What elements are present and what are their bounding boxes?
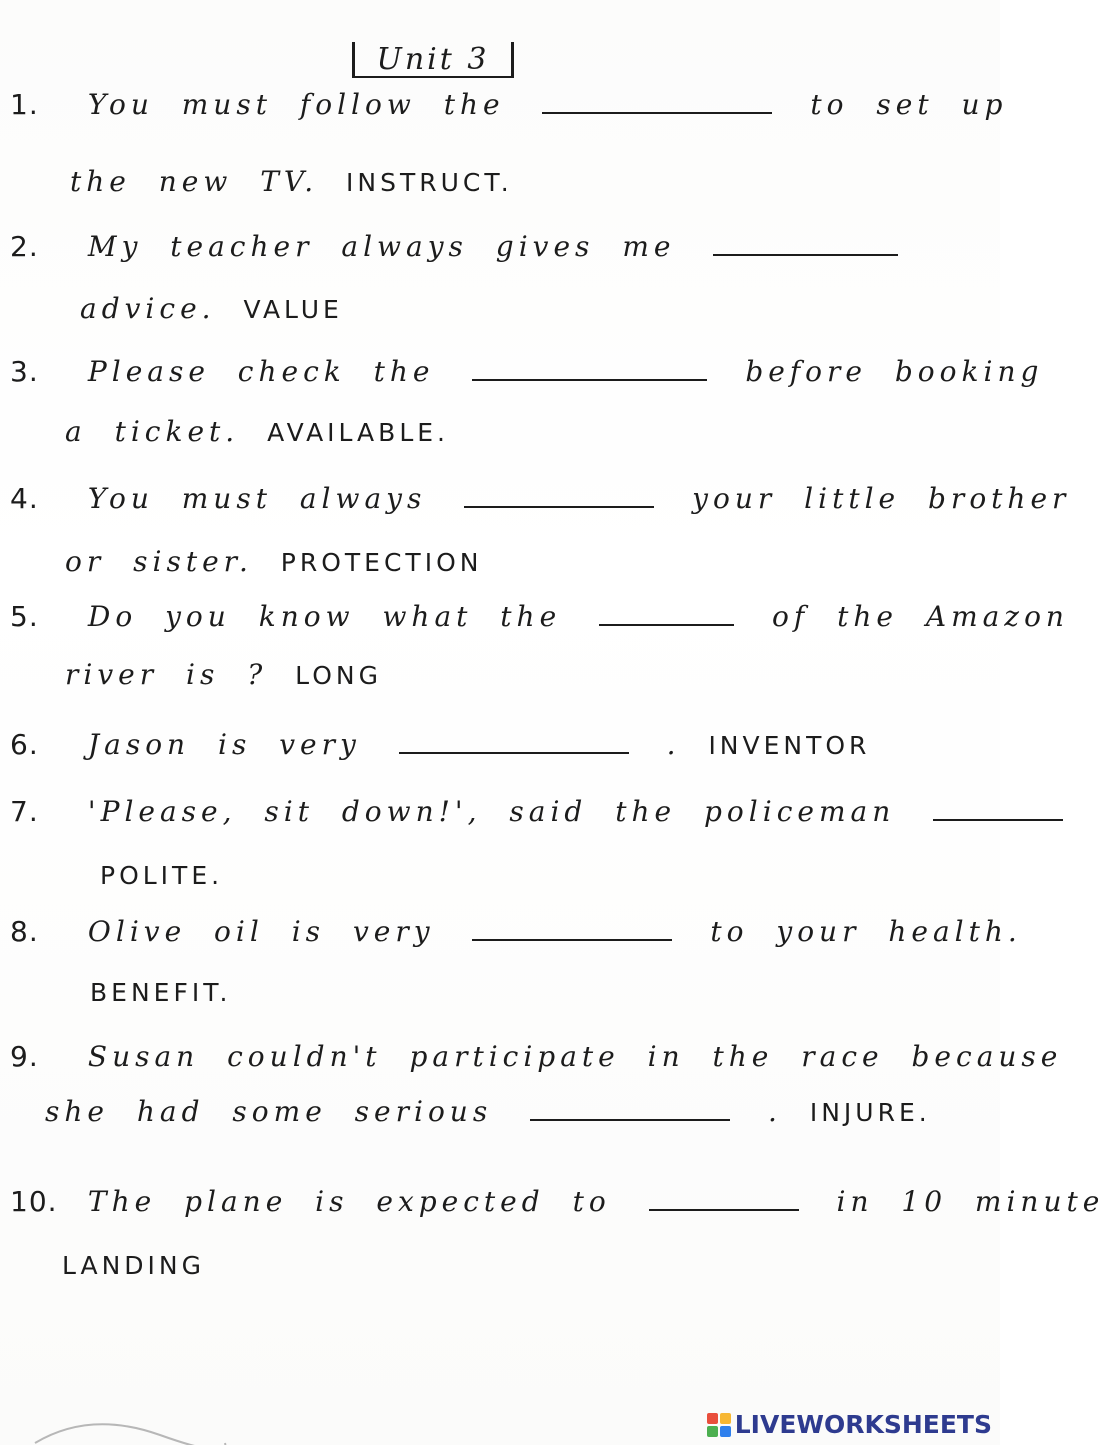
question-number: 4. [10, 482, 39, 515]
word-prompt: LANDING [62, 1251, 206, 1280]
question-number: 2. [10, 230, 39, 263]
question-1-line-2 [70, 165, 513, 198]
logo-tile [707, 1426, 718, 1437]
question-text: Susan couldn't participate in the race because [87, 1040, 1063, 1073]
question-text: in 10 minute [836, 1185, 1104, 1218]
word-prompt: INVENTOR [708, 731, 871, 760]
question-3 [10, 355, 1044, 388]
title-frame [352, 42, 514, 78]
question-8 [10, 915, 1022, 948]
question-text: river is ? [65, 658, 268, 691]
question-text: Jason is very [87, 728, 361, 761]
question-9 [10, 1040, 1063, 1073]
question-7 [10, 795, 995, 828]
answer-blank-5[interactable] [599, 606, 734, 626]
page-title: Unit 3 [376, 42, 490, 77]
question-number: 10. [10, 1185, 58, 1218]
question-7-line-2 [100, 858, 223, 891]
question-text: your little brother [692, 482, 1071, 515]
question-text: of the Amazon [771, 600, 1069, 633]
question-text: My teacher always gives me [87, 230, 676, 263]
word-prompt: BENEFIT. [90, 978, 232, 1007]
question-9-line-2 [45, 1095, 931, 1128]
question-text: Please check the [87, 355, 435, 388]
question-text: . [666, 728, 681, 761]
question-2-line-2 [80, 292, 343, 325]
question-2 [10, 230, 995, 263]
question-4 [10, 482, 1071, 515]
logo-tile [720, 1413, 731, 1424]
answer-blank-2[interactable] [713, 236, 898, 256]
question-text: Do you know what the [87, 600, 562, 633]
word-prompt: PROTECTION [280, 548, 483, 577]
question-10-line-2 [62, 1248, 205, 1281]
answer-blank-4[interactable] [464, 488, 654, 508]
logo-tile [707, 1413, 718, 1424]
question-number: 1. [10, 88, 39, 121]
question-text: The plane is expected to [87, 1185, 611, 1218]
question-5 [10, 600, 1069, 633]
question-text: Olive oil is very [87, 915, 435, 948]
question-number: 5. [10, 600, 39, 633]
answer-blank-10[interactable] [649, 1191, 799, 1211]
logo-tile [720, 1426, 731, 1437]
question-number: 7. [10, 795, 39, 828]
question-4-line-2 [65, 545, 482, 578]
question-10 [10, 1185, 1104, 1218]
paper-edge-mark [30, 1405, 230, 1445]
word-prompt: INJURE. [809, 1098, 931, 1127]
answer-blank-3[interactable] [472, 361, 707, 381]
question-number: 8. [10, 915, 39, 948]
question-5-line-2 [65, 658, 382, 691]
word-prompt: AVAILABLE. [267, 418, 449, 447]
question-text: she had some serious [45, 1095, 493, 1128]
liveworksheets-logo [707, 1410, 992, 1439]
word-prompt: INSTRUCT. [346, 168, 513, 197]
answer-blank-1[interactable] [542, 94, 772, 114]
question-number: 3. [10, 355, 39, 388]
question-text: You must always [87, 482, 427, 515]
question-1 [10, 88, 1008, 121]
question-text: 'Please, sit down!', said the policeman [87, 795, 896, 828]
answer-blank-9[interactable] [530, 1101, 730, 1121]
question-text: before booking [745, 355, 1044, 388]
question-text: the new TV. [70, 165, 319, 198]
question-text: or sister. [65, 545, 253, 578]
watermark-text: LIVEWORKSHEETS [734, 1410, 992, 1439]
question-number: 9. [10, 1040, 39, 1073]
word-prompt: LONG [295, 661, 382, 690]
question-number: 6. [10, 728, 39, 761]
question-text: to your health. [710, 915, 1022, 948]
word-prompt: POLITE. [100, 861, 224, 890]
word-prompt: VALUE [243, 295, 343, 324]
answer-blank-8[interactable] [472, 921, 672, 941]
question-text: advice. [80, 292, 216, 325]
liveworksheets-logo-icon [707, 1413, 731, 1437]
question-8-line-2 [90, 975, 231, 1008]
answer-blank-7[interactable] [933, 801, 1063, 821]
question-3-line-2 [65, 415, 449, 448]
question-6 [10, 728, 995, 761]
question-text: a ticket. [65, 415, 240, 448]
answer-blank-6[interactable] [399, 734, 629, 754]
question-text: to set up [810, 88, 1008, 121]
question-text: . [768, 1095, 782, 1128]
question-text: You must follow the [87, 88, 505, 121]
